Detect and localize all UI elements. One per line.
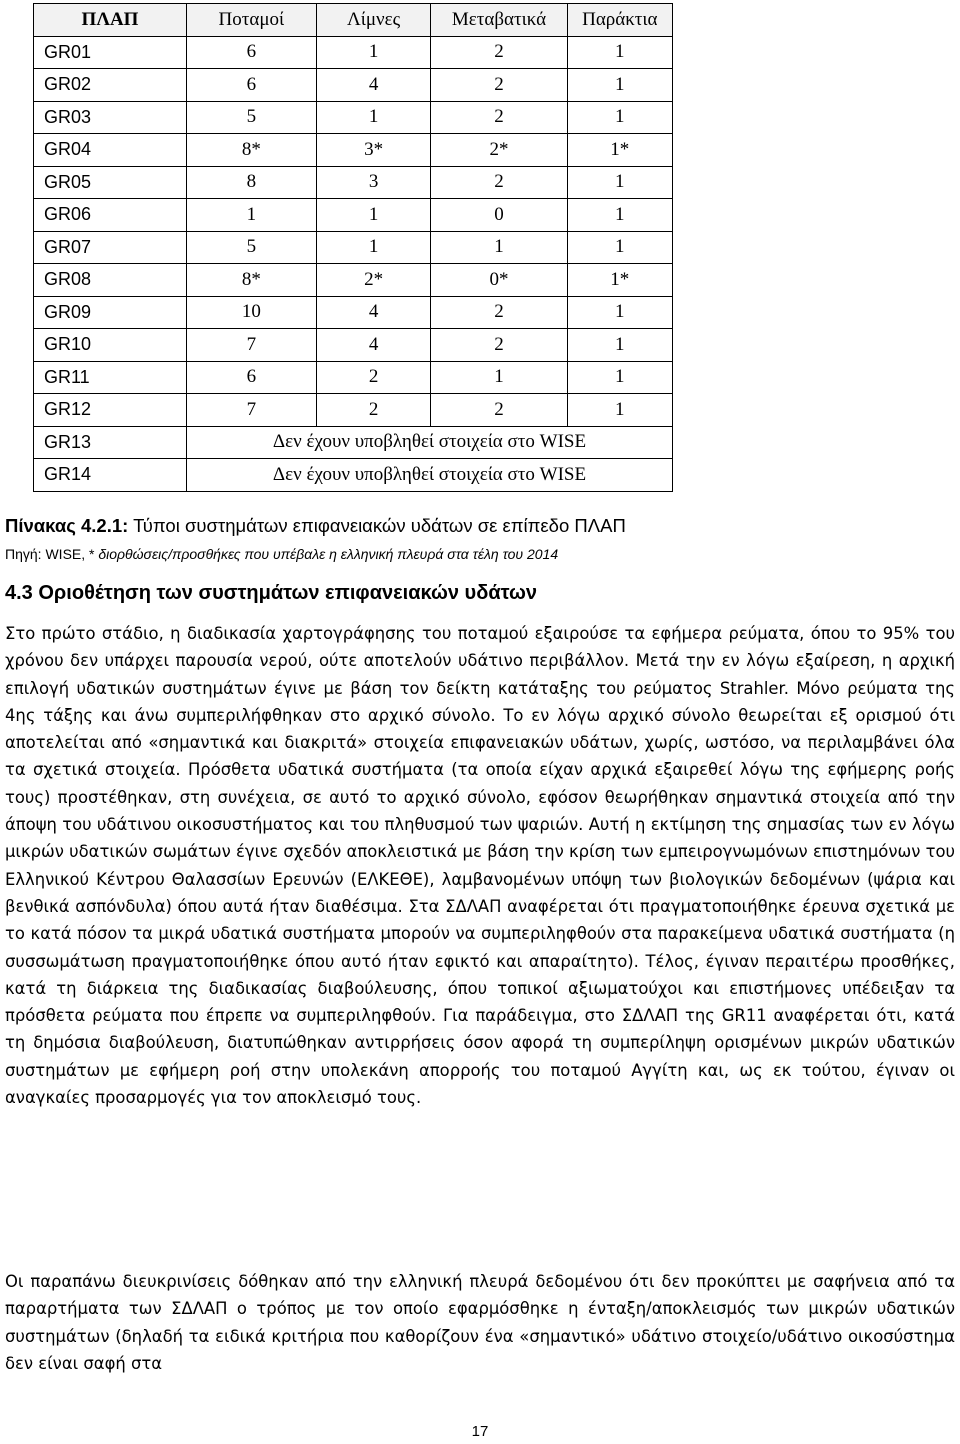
paragraph-2: Οι παραπάνω διευκρινίσεις δόθηκαν από την ελληνική πλευρά δεδομένου ότι δεν προκύπτει με σαφήνεια από τα παραρτήματα των ΣΔΛΑΠ ο τρόπος με τον οποίο εφαρμόσθηκε η ένταξη/αποκλεισμός των μικρών υδατικών συστημάτων (δηλαδή τα ειδικά κριτήρια που καθορίζουν ένα «σημαντικό» υδάτινο στοιχείο/υδάτινο οικοσύστημα δεν είναι σαφή στα bbox=[5, 1272, 955, 1373]
table-row bbox=[34, 101, 673, 134]
table-cell: 1* bbox=[567, 134, 672, 167]
table-cell: 6 bbox=[187, 36, 317, 69]
paragraph-1: Στο πρώτο στάδιο, η διαδικασία χαρτογράφησης του ποταμού εξαιρούσε τα εφήμερα ρεύματα, όπου το 95% του χρόνου δεν υπάρχει παρουσία νερού, ούτε αποτελούν υδάτινο περιβάλλον. Μετά την εν λόγω εξαίρεση, η αρχική επιλογή υδατικών συστημάτων έγινε με βάση τον δείκτη κατάταξης του ρεύματος Strahler. Μόνο ρεύματα της 4ης τάξης και άνω συμπεριλήφθηκαν στο αρχικό σύνολο. Το εν λόγω αρχικό σύνολο θεωρείται εξ ορισμού ότι αποτελείται από «σημαντικά και διακριτά» στοιχεία επιφανειακών υδάτων, χωρίς, ωστόσο, να περιλαμβάνει όλα τα σχετικά στοιχεία. Πρόσθετα υδατικά συστήματα (τα οποία είχαν αρχικά εξαιρεθεί λόγω της εφήμερης ροής τους) προστέθηκαν, στη συνέχεια, σε αυτό το αρχικό σύνολο, εφόσον θεωρήθηκαν σημαντικά στοιχεία από την άποψη του υδάτινου οικοσυστήματος και του πληθυσμού των ψαριών. Αυτή η εκτίμηση της σημασίας των εν λόγω μικρών υδατικών σωμάτων έγινε σχεδόν αποκλειστικά με βάση την κρίση των εμπειρογνωμόνων επιστημόνων του Ελληνικού Κέντρου Θαλασσίων Ερευνών (ΕΛΚΕΘΕ), λαμβανομένων υπόψη των βιολογικών δεδομένων (ψάρια και βενθικά ασπόνδυλα) όπου αυτά ήταν διαθέσιμα. Στα ΣΔΛΑΠ αναφέρεται ότι πραγματοποιήθηκε έρευνα σχετικά με το κατά πόσον τα μικρά υδατικά συστήματα μπορούν να συμπεριληφθούν στα παρακείμενα υδατικά συστήματα (η συσσωμάτωση πραγματοποιήθηκε όπου αυτό ήταν εφικτό και απαραίτητο). Τέλος, έγιναν περαιτέρω προσθήκες, κατά τη διάρκεια της διαδικασίας διαβούλευσης, όπου τοπικοί αξιωματούχοι και επιστήμονες υπέδειξαν τα πρόσθετα ρεύματα που έπρεπε να συμπεριληφθούν. Για παράδειγμα, στο ΣΔΛΑΠ της GR11 αναφέρεται ότι, κατά τη δημόσια διαβούλευση, διατυπώθηκαν αντιρρήσεις όσον αφορά τη συμπερίληψη ορισμένων μικρών υδατικών συστημάτων με εφήμερη ροή στην υπολεκάνη απορροής του ποταμού Αγγίτη και, ως εκ τούτου, έγιναν οι αναγκαίες προσαρμογές για τον αποκλεισμό τους. bbox=[5, 624, 955, 1108]
row-plap-code: GR01 bbox=[34, 36, 187, 69]
table-cell: 1 bbox=[567, 36, 672, 69]
table-cell: 0 bbox=[431, 199, 567, 232]
table-cell: 1 bbox=[567, 361, 672, 394]
header-plap: ΠΛΑΠ bbox=[34, 4, 187, 37]
header-transitional: Μεταβατικά bbox=[431, 4, 567, 37]
table-cell: 2 bbox=[431, 329, 567, 362]
table-cell: 2 bbox=[316, 361, 431, 394]
table-row bbox=[34, 264, 673, 297]
table-cell: 1 bbox=[316, 231, 431, 264]
table-row bbox=[34, 231, 673, 264]
table-cell: 1 bbox=[567, 329, 672, 362]
table-cell: 4 bbox=[316, 69, 431, 102]
table-cell: 4 bbox=[316, 296, 431, 329]
header-lakes: Λίμνες bbox=[316, 4, 431, 37]
table-cell: 2 bbox=[431, 36, 567, 69]
table-cell: 1 bbox=[567, 231, 672, 264]
table-cell: 1 bbox=[316, 199, 431, 232]
table-cell: 2 bbox=[431, 394, 567, 427]
table-cell: 2 bbox=[431, 166, 567, 199]
table-cell: 1 bbox=[567, 199, 672, 232]
row-plap-code: GR10 bbox=[34, 329, 187, 362]
row-plap-code: GR05 bbox=[34, 166, 187, 199]
table-cell: 2 bbox=[316, 394, 431, 427]
table-cell: 2* bbox=[431, 134, 567, 167]
table-cell: 1 bbox=[431, 231, 567, 264]
table-cell: 2 bbox=[431, 296, 567, 329]
table-row bbox=[34, 296, 673, 329]
table-cell: 1* bbox=[567, 264, 672, 297]
header-coastal: Παράκτια bbox=[567, 4, 672, 37]
page-number: 17 bbox=[471, 1423, 489, 1440]
table-cell: 1 bbox=[567, 166, 672, 199]
table-cell: 2 bbox=[431, 101, 567, 134]
row-plap-code: GR12 bbox=[34, 394, 187, 427]
no-data-note: Δεν έχουν υποβληθεί στοιχεία στο WISE bbox=[187, 459, 673, 492]
header-rivers: Ποταμοί bbox=[187, 4, 317, 37]
row-plap-code: GR06 bbox=[34, 199, 187, 232]
table-source-prefix: Πηγή: WISE, * bbox=[5, 546, 99, 562]
table-header-row bbox=[34, 4, 673, 37]
table-cell: 3* bbox=[316, 134, 431, 167]
table-cell: 6 bbox=[187, 361, 317, 394]
table-cell: 1 bbox=[567, 296, 672, 329]
row-plap-code: GR07 bbox=[34, 231, 187, 264]
row-plap-code: GR03 bbox=[34, 101, 187, 134]
table-cell: 1 bbox=[567, 394, 672, 427]
table-cell: 1 bbox=[431, 361, 567, 394]
table-caption-label: Πίνακας 4.2.1: bbox=[5, 515, 129, 536]
row-plap-code: GR11 bbox=[34, 361, 187, 394]
table-cell: 7 bbox=[187, 394, 317, 427]
row-plap-code: GR08 bbox=[34, 264, 187, 297]
table-caption-text: Τύποι συστημάτων επιφανειακών υδάτων σε επίπεδο ΠΛΑΠ bbox=[128, 515, 626, 536]
table-row bbox=[34, 199, 673, 232]
table-cell: 1 bbox=[567, 69, 672, 102]
table-row bbox=[34, 166, 673, 199]
no-data-note: Δεν έχουν υποβληθεί στοιχεία στο WISE bbox=[187, 426, 673, 459]
table-cell: 10 bbox=[187, 296, 317, 329]
table-row bbox=[34, 361, 673, 394]
row-plap-code: GR14 bbox=[34, 459, 187, 492]
table-cell: 5 bbox=[187, 101, 317, 134]
table-cell: 1 bbox=[567, 101, 672, 134]
row-plap-code: GR04 bbox=[34, 134, 187, 167]
table-cell: 1 bbox=[187, 199, 317, 232]
table-cell: 3 bbox=[316, 166, 431, 199]
table-row bbox=[34, 426, 673, 459]
water-types-table bbox=[33, 3, 673, 492]
table-cell: 2* bbox=[316, 264, 431, 297]
table-cell: 2 bbox=[431, 69, 567, 102]
table-row bbox=[34, 459, 673, 492]
table-cell: 1 bbox=[316, 101, 431, 134]
row-plap-code: GR02 bbox=[34, 69, 187, 102]
table-cell: 8* bbox=[187, 134, 317, 167]
table-cell: 7 bbox=[187, 329, 317, 362]
section-heading: 4.3 Οριοθέτηση των συστημάτων επιφανειακών υδάτων bbox=[5, 582, 538, 604]
table-cell: 8* bbox=[187, 264, 317, 297]
table-row bbox=[34, 329, 673, 362]
row-plap-code: GR13 bbox=[34, 426, 187, 459]
table-caption bbox=[5, 515, 626, 537]
table-cell: 8 bbox=[187, 166, 317, 199]
table-row bbox=[34, 36, 673, 69]
table-source bbox=[5, 546, 558, 562]
table-source-note: διορθώσεις/προσθήκες που υπέβαλε η ελληνική πλευρά στα τέλη του 2014 bbox=[98, 546, 559, 562]
table-body bbox=[34, 36, 673, 491]
table-cell: 6 bbox=[187, 69, 317, 102]
table-cell: 4 bbox=[316, 329, 431, 362]
row-plap-code: GR09 bbox=[34, 296, 187, 329]
table-row bbox=[34, 69, 673, 102]
table-row bbox=[34, 394, 673, 427]
table-cell: 1 bbox=[316, 36, 431, 69]
table-cell: 0* bbox=[431, 264, 567, 297]
table-cell: 5 bbox=[187, 231, 317, 264]
table-row bbox=[34, 134, 673, 167]
